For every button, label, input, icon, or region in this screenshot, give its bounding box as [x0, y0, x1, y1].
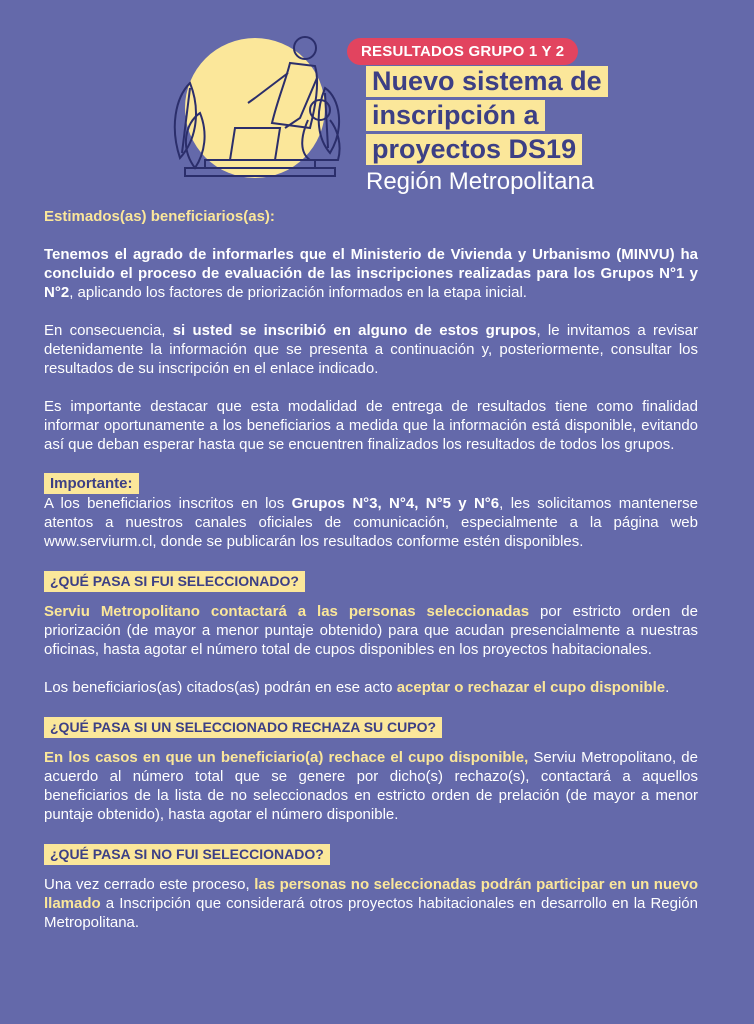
important-label: Importante:: [44, 473, 139, 494]
selected-section: [44, 571, 698, 697]
rejects-section: [44, 717, 698, 824]
paragraph-2-a: En consecuencia,: [44, 322, 173, 339]
selected-p2-highlight: aceptar o rechazar el cupo disponible: [396, 679, 666, 696]
title-line: inscripción a: [366, 100, 545, 131]
selected-paragraph-2: [44, 678, 698, 697]
people-at-laptop-illustration-icon: [160, 28, 360, 188]
important-section: [44, 473, 698, 551]
selected-paragraph-1: [44, 602, 698, 659]
selected-p2-b: .: [665, 679, 670, 696]
section-heading: ¿QUÉ PASA SI NO FUI SELECCIONADO?: [44, 844, 330, 865]
not-selected-a: Una vez cerrado este proceso,: [44, 876, 255, 893]
paragraph-1: [44, 245, 698, 302]
selected-highlight: Serviu Metropolitano contactará a las personas seleccionadas: [44, 603, 530, 620]
greeting: [44, 207, 698, 226]
section-heading: ¿QUÉ PASA SI UN SELECCIONADO RECHAZA SU CUPO?: [44, 717, 442, 738]
rejects-rest: Serviu Metropolitano, de acuerdo al número total que se genere por dicho(s) rechazo(s), contactará a aquellos beneficiarios de la lista de no seleccionados en estricto orden de prelación (de mayor a menor puntaje obtenido), hasta agotar el número disponible.: [44, 749, 698, 823]
rejects-paragraph: [44, 748, 698, 824]
paragraph-2: [44, 321, 698, 378]
paragraph-1-bold: Tenemos el agrado de informarles que el Ministerio de Vivienda y Urbanismo (MINVU) ha concluido el proceso de evaluación de las inscripciones realizadas para los Grupos N°1 y N°2: [44, 246, 698, 301]
not-selected-section: [44, 844, 698, 932]
region-subtitle: Región Metropolitana: [366, 168, 595, 195]
not-selected-b: a Inscripción que considerará otros proyectos habitacionales en desarrollo en la Región Metropolitana.: [44, 895, 698, 931]
header: [0, 0, 754, 205]
selected-rest: por estricto orden de priorización (de mayor a menor puntaje obtenido) para que acudan presencialmente a nuestras oficinas, hasta agotar el número total de cupos disponibles en los proyectos habitacionales.: [44, 603, 698, 658]
letter-body: [44, 205, 698, 932]
greeting-text: Estimados(as) beneficiarios(as):: [44, 208, 275, 225]
not-selected-highlight: las personas no seleccionadas podrán participar en un nuevo llamado: [44, 876, 698, 912]
section-heading: ¿QUÉ PASA SI FUI SELECCIONADO?: [44, 571, 305, 592]
paragraph-2-b: , le invitamos a revisar detenidamente la información que se presenta a continuación y, posteriormente, consultar los resultados de su inscripción en el enlace indicado.: [44, 322, 698, 377]
important-text: [44, 494, 698, 551]
important-a: A los beneficiarios inscritos en los: [44, 495, 292, 512]
selected-p2-a: Los beneficiarios(as) citados(as) podrán en ese acto: [44, 679, 397, 696]
important-b: , les solicitamos mantenerse atentos a nuestros canales oficiales de comunicación, especialmente a la página web www.serviurm.cl, donde se publicarán los resultados conforme estén disponibles.: [44, 495, 698, 550]
results-badge: RESULTADOS GRUPO 1 Y 2: [347, 38, 578, 65]
important-bold: Grupos N°3, N°4, N°5 y N°6: [291, 495, 500, 512]
paragraph-2-bold: si usted se inscribió en alguno de estos grupos: [172, 322, 537, 339]
paragraph-3: Es importante destacar que esta modalidad de entrega de resultados tiene como finalidad informar oportunamente a los beneficiarios a medida que la información está disponible, evitando así que deban esperar hasta que se encuentren finalizados los resultados de todos los grupos.: [44, 398, 698, 453]
title-line: proyectos DS19: [366, 134, 582, 165]
title-line: Nuevo sistema de: [366, 66, 608, 97]
paragraph-1-rest: , aplicando los factores de priorización informados en la etapa inicial.: [69, 284, 527, 301]
page-title: [366, 66, 608, 168]
not-selected-paragraph: [44, 875, 698, 932]
rejects-highlight: En los casos en que un beneficiario(a) rechace el cupo disponible,: [44, 749, 529, 766]
